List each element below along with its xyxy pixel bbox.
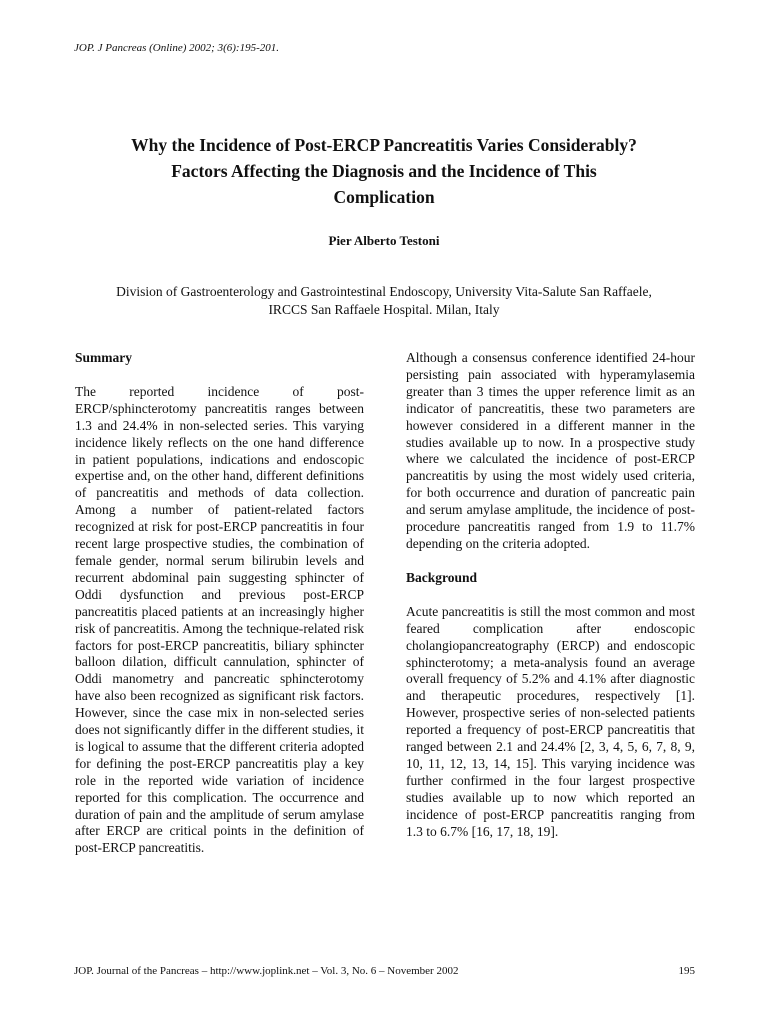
summary-continuation-paragraph: Although a consensus conference identified 24-hour persisting pain associated with hyperamylasemia greater than 3 times the upper reference limit as an indicator of pancreatitis, these two parameters are however considered in a different manner in the studies available up to now. In a prospective study where we calculated the incidence of post-ERCP pancreatitis by using the most widely used criteria, for both occurrence and duration of pancreatic pain and serum amylase amplitude, the incidence of post-procedure pancreatitis ranged from 1.9 to 11.7% depending on the criteria adopted.	[406, 350, 695, 551]
author-affiliation	[60, 283, 708, 319]
article-title	[60, 132, 708, 210]
right-column	[406, 350, 695, 857]
author-name: Pier Alberto Testoni	[328, 233, 440, 248]
page-footer	[74, 965, 695, 977]
summary-paragraph: The reported incidence of post-ERCP/sphincterotomy pancreatitis ranges between 1.3 and 24.4% in non-selected series. This varying incidence likely reflects on the one hand difference in patient populations, indications and endoscopic expertise and, on the other hand, different definitions of pancreatitis and methods of data collection. Among a number of patient-related factors recognized at risk for post-ERCP pancreatitis in four recent large prospective studies, the combination of female gender, normal serum bilirubin levels and recurrent abdominal pain suggesting sphincter of Oddi dysfunction and previous post-ERCP pancreatitis placed patients at an increasingly higher risk of pancreatitis. Among the technique-related risk factors for post-ERCP pancreatitis, biliary sphincter balloon dilation, difficult cannulation, sphincter of Oddi manometry and pancreatic sphincterotomy have also been recognized as significant risk factors. However, since the case mix in non-selected series does not significantly differ in the different studies, it is logical to assume that the different criteria adopted for defining the post-ERCP pancreatitis play a key role in the reported wide variation of incidence reported for this complication. The occurrence and duration of pain and the amplitude of serum amylase after ERCP are critical points in the definition of post-ERCP pancreatitis.	[75, 383, 364, 856]
affiliation-line: IRCCS San Raffaele Hospital. Milan, Italy	[268, 302, 500, 317]
footer-journal-info: JOP. Journal of the Pancreas – http://www.joplink.net – Vol. 3, No. 6 – November 2002	[74, 965, 459, 977]
title-line: Complication	[333, 187, 435, 207]
left-column	[75, 350, 364, 874]
journal-citation: JOP. J Pancreas (Online) 2002; 3(6):195-201.	[74, 42, 279, 54]
background-paragraph: Acute pancreatitis is still the most common and most feared complication after endoscopic cholangiopancreatography (ERCP) and endoscopic sphincterotomy; a meta-analysis found an average overall frequency of 5.2% and 4.1% after diagnostic and therapeutic procedures, respectively [1]. However, prospective series of non-selected patients reported a frequency of post-ERCP pancreatitis that ranged between 2.1 and 24.4% [2, 3, 4, 5, 6, 7, 8, 9, 10, 11, 12, 13, 14, 15]. This varying incidence was further confirmed in the four largest prospective studies available up to now which reported an incidence of post-ERCP pancreatitis ranging from 1.3 to 6.7% [16, 17, 18, 19].	[406, 603, 695, 839]
background-heading: Background	[406, 569, 478, 585]
page-number: 195	[678, 965, 695, 977]
title-line: Factors Affecting the Diagnosis and the Incidence of This	[171, 161, 597, 181]
summary-heading: Summary	[75, 350, 132, 365]
title-line: Why the Incidence of Post-ERCP Pancreatitis Varies Considerably?	[131, 135, 637, 155]
affiliation-line: Division of Gastroenterology and Gastrointestinal Endoscopy, University Vita-Salute San Raffaele,	[116, 284, 652, 299]
